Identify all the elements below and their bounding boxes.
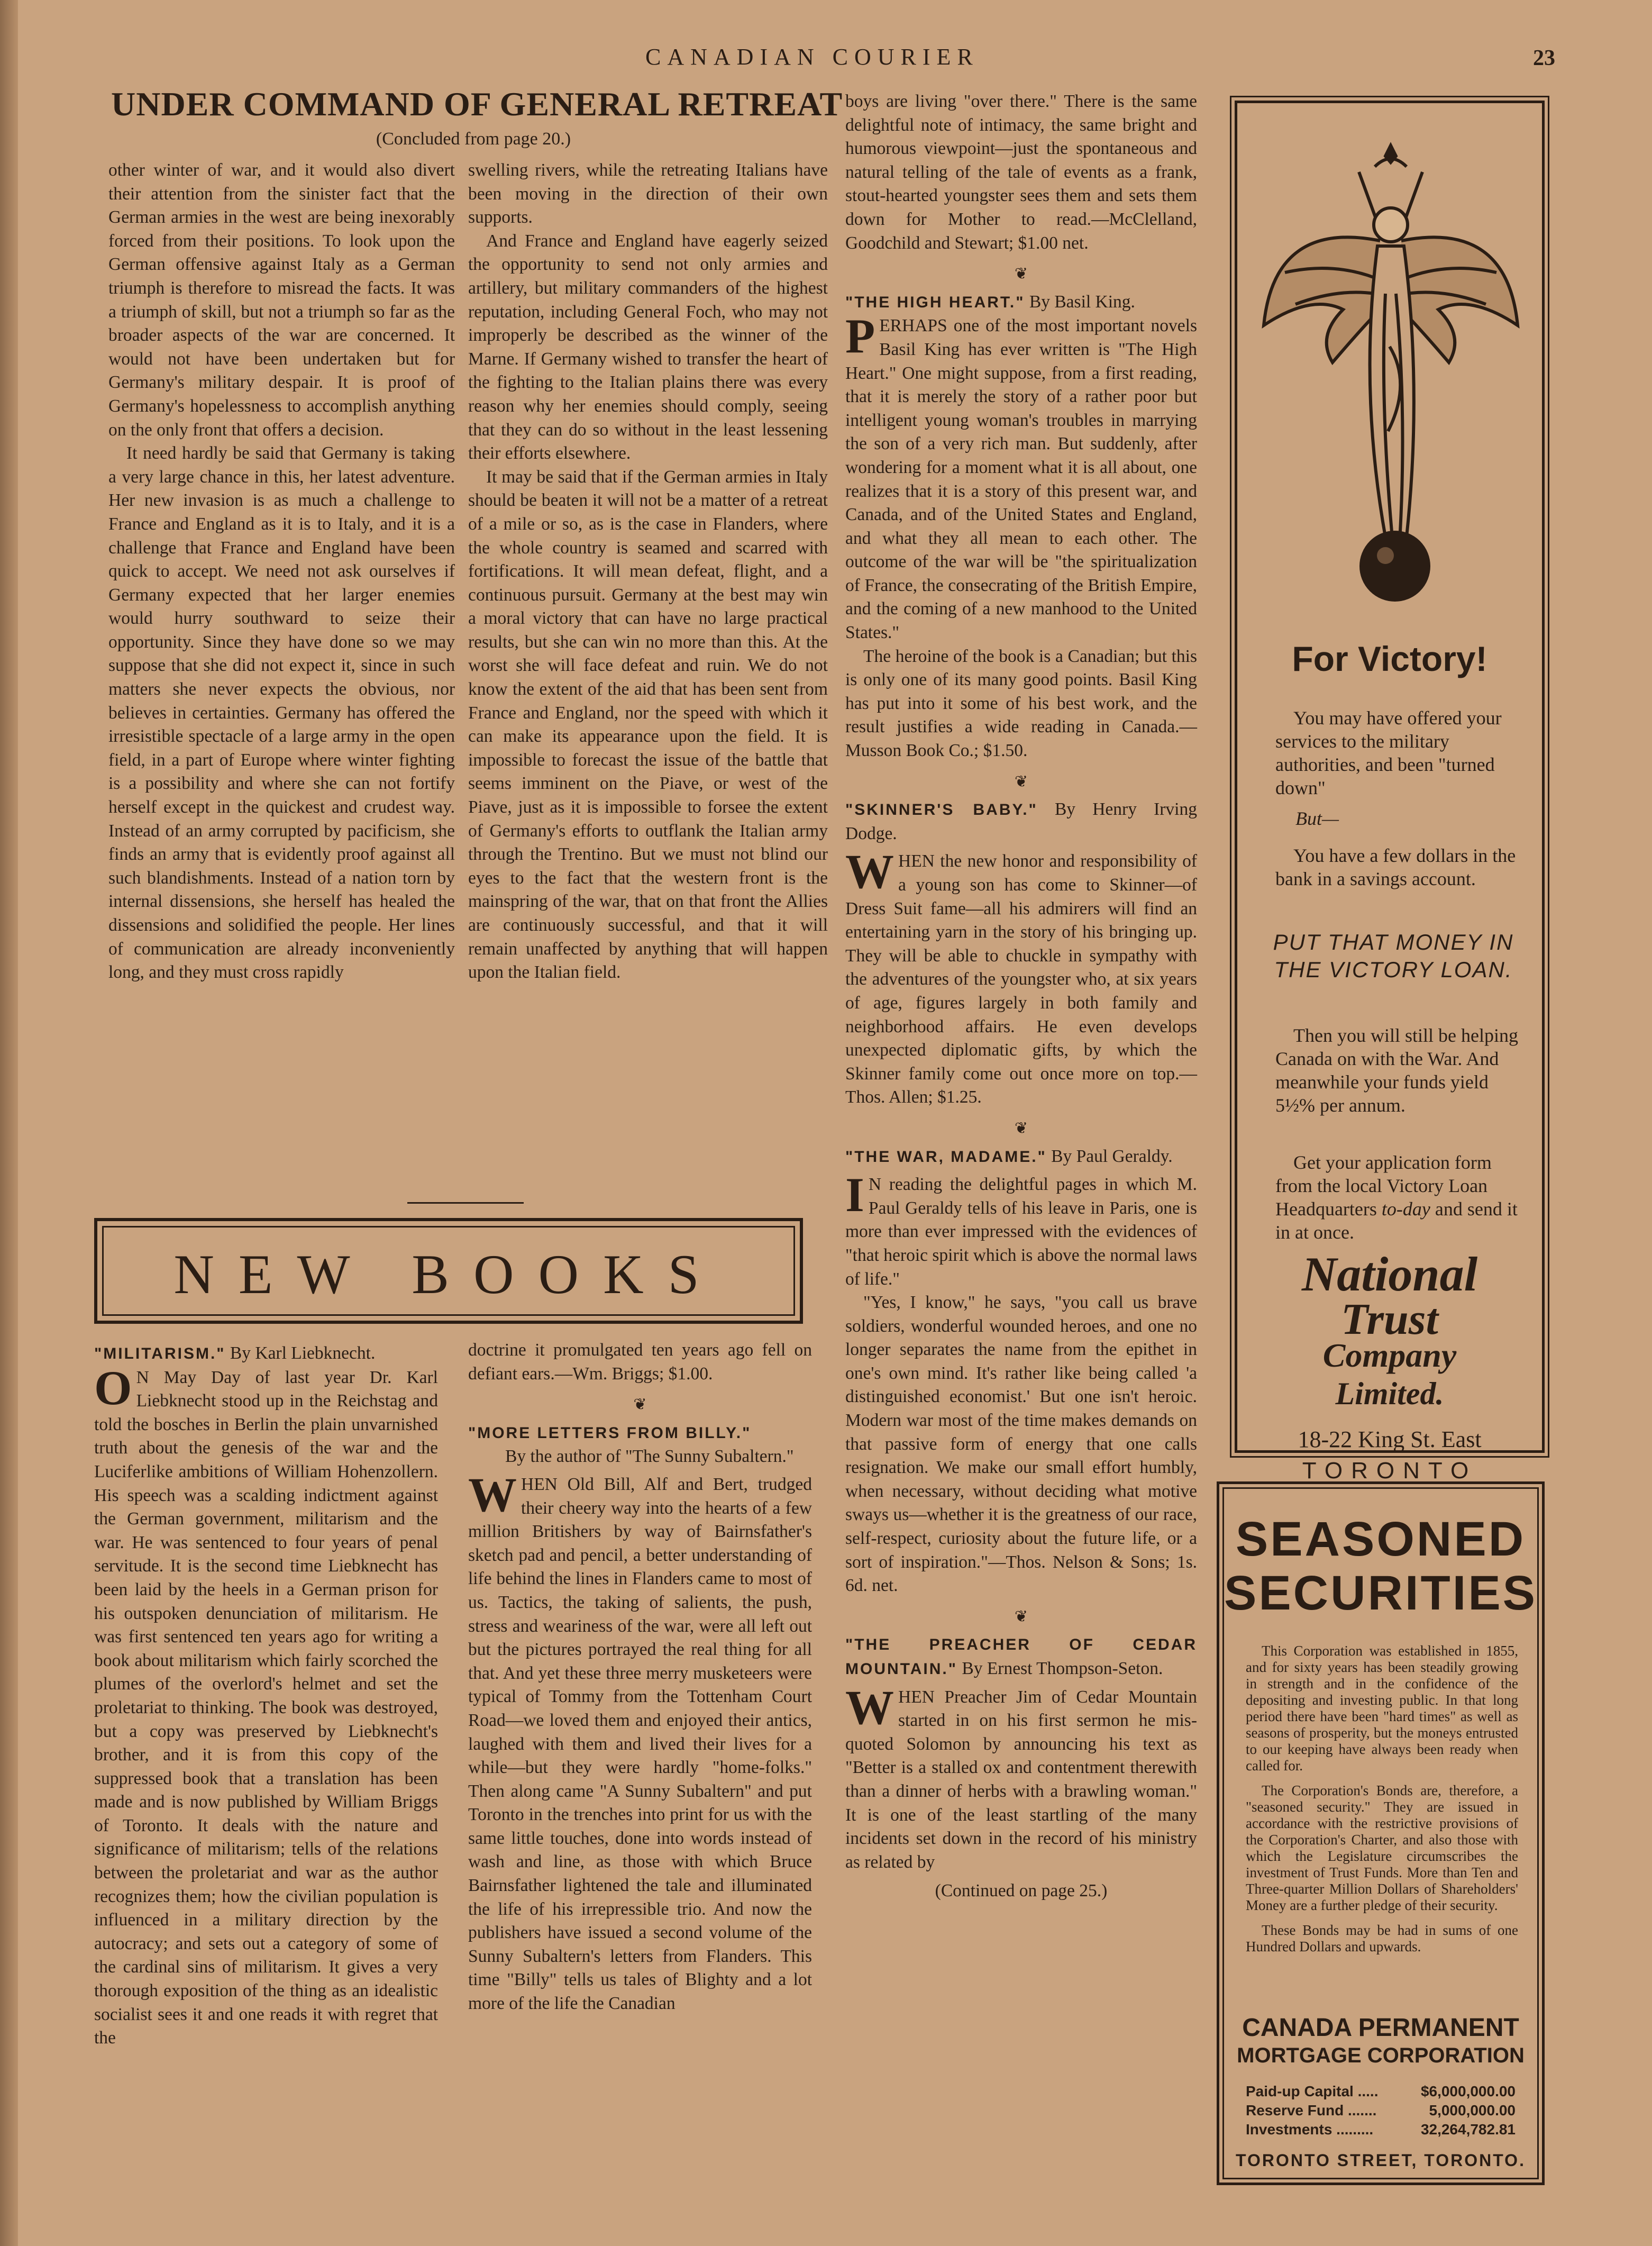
drop-cap: O <box>94 1360 132 1415</box>
article-column-1 <box>108 159 455 985</box>
book-review-high-heart-2: The heroine of the book is a Canadian; but this is only one of its many good points. Basil King has put into it some of his best work, and the result justifies a wide reading in Canada.—Musson Book Co.; $1.50. <box>845 646 1197 761</box>
article-paragraph: And France and England have eagerly seized the opportunity to send not only armies and artillery, but military commanders of the highest reputation, including General Foch, who may not improperly be described as the winner of the Marne. If Germany wished to transfer the heart of the fighting to the Italian plains there was every reason why her enemies should comply, seeing that they can do so without in the least lessening their efforts elsewhere. <box>468 231 828 463</box>
article-paragraph: It may be said that if the German armies in Italy should be beaten it will not be a matter of a retreat of a mile or so, as is the case in Flanders, where the whole country is seamed and scarred with fortifications. It will mean defeat, flight, and a continuous pursuit. Germany at the best may win a moral victory that can have no large practical results, but she can win no more than this. At the worst she will face defeat and ruin. We do not know the extent of the aid that has been sent from France and England, nor the speed with which it can make its appearance upon the field. It is impossible to forecast the issue of the battle that seems imminent on the Piave, or west of the Piave, just as it is impossible to forsee the extent of Germany's efforts to outflank the Italian army through the Trentino. But we must not blind our eyes to the fact that the western front is the mainspring of the war, that on that front the Allies are continuously successful, and that it will remain unaffected by anything that will happen upon the Italian field. <box>468 467 828 983</box>
securities-title-1: SEASONED <box>1235 1512 1526 1566</box>
book-review-madame-2: "Yes, I know," he says, "you call us brave soldiers, wonderful wounded heroes, and one no longer separates the name from the epithet in one's own mind. It's rather like being called 'a distinguished economist.' But one isn't heroic. Modern war most of the time makes demands on that passive form of energy that one calls resignation. We make our small effort humbly, when necessary, without deciding what motive sways us—whether it is the greatness of our race, self-respect, curiosity about the future life, or a sort of inspiration."—Thos. Nelson & Sons; 1s. 6d. net. <box>845 1293 1197 1596</box>
financial-row: Paid-up Capital ..... $6,000,000.00 <box>1246 2083 1516 2099</box>
article-paragraph: other winter of war, and it would also divert their attention from the sinister fact that the German armies in the west are being inexorably forced from their positions. To look upon the German offensive against Italy as a German triumph is therefore to misread the facts. It was a triumph of skill, but not a triumph so far as the broader aspects of the war are concerned. It would not have been undertaken but for Germany's military despair. It is proof of Germany's hopelessness to accomplish anything on the only front that offers a decision. <box>108 160 455 440</box>
company-city: TORONTO <box>1302 1458 1477 1484</box>
new-books-heading: NEW BOOKS <box>174 1243 724 1305</box>
book-review-preacher: WHEN Preacher Jim of Cedar Mountain started in on his first sermon he mis-quoted Solomon by announcing his text as "Better is a stalled ox and contentment therewith than a dinner of herbs with a brawling woman." It is one of the least startling of the many incidents set down in the record of his ministry as related by <box>845 1680 1197 1872</box>
ornament-icon: ❦ <box>633 1396 647 1414</box>
book-title-billy: "MORE LETTERS FROM BILLY." By the author of "The Sunny Subaltern." <box>468 1424 794 1467</box>
company-name-1: CANADA PERMANENT <box>1242 2014 1519 2042</box>
victory-text-4: Get your application form from the local Victory Loan Headquarters to-day and send it in at once. <box>1275 1152 1518 1243</box>
financial-row: Investments ......... 32,264,782.81 <box>1246 2121 1516 2138</box>
article-paragraph: It need hardly be said that Germany is taking a very large chance in this, her latest adventure. Her new invasion is as much a challenge to France and England as it is to Italy, and it is a challenge that France and England have been quick to accept. We need not ask ourselves if Germany expected that her larger enemies would hurry southward to seize their opportunity. Since they have done so we may suppose that she did not expect it, since in such matters she never expects the obvious, nor believes in certainties. Germany has offered the irresistible spectacle of a large army in the open field, in a part of Europe where winter fighting is a possibility and where she can not fortify herself except in the quickest and crudest way. Instead of an army corrupted by pacificism, she finds an army that is evidently proof against all such blandishments. Instead of a nation torn by internal dissensions, she herself has healed the dissensions and solidified the people. Her lines of communication are already inconveniently long, and they must cross rapidly <box>108 443 455 983</box>
ornament-icon: ❦ <box>1014 1607 1028 1625</box>
financial-row: Reserve Fund ....... 5,000,000.00 <box>1246 2102 1516 2118</box>
continued-note: (Continued on page 25.) <box>935 1881 1108 1901</box>
page-number: 23 <box>1533 46 1555 70</box>
books-column-3 <box>845 90 1197 1903</box>
securities-text: This Corporation was established in 1855, and for sixty years has been steadily growing in strength and in the confidence of the depositing and investing public. In that long period there have been "hard times" as well as seasons of prosperity, but the moneys entrusted to our keeping have always been ready when called for. The Corporation's Bonds are, therefore, a "seasoned security." They are issued in accordance with the restrictive provisions of the Corporation's Charter, and also those with which the Legislature circumscribes the investment of Trust Funds. More than Ten and Three-quarter Million Dollars of Shareholders' Money are a further pledge of their security. These Bonds may be had in sums of one Hundred Dollars and upwards. <box>1246 1643 1518 1954</box>
books-column-2 <box>468 1339 812 2016</box>
national-trust-logo-logo3: Company <box>1322 1336 1457 1374</box>
national-trust-logo-line2: Trust <box>1341 1295 1438 1344</box>
books-column-1 <box>94 1339 438 2050</box>
victory-pitch: PUT THAT MONEY IN THE VICTORY LOAN. <box>1273 930 1514 982</box>
drop-cap: W <box>468 1467 517 1522</box>
book-title-madame: "THE WAR, MADAME." By Paul Geraldy. <box>845 1146 1173 1166</box>
book-title-high-heart: "THE HIGH HEART." By Basil King. <box>845 292 1135 312</box>
company-street: TORONTO STREET, TORONTO. <box>1236 2151 1526 2170</box>
concluded-note: (Concluded from page 20.) <box>376 129 571 149</box>
drop-cap: W <box>845 1680 894 1734</box>
ornament-icon: ❦ <box>1014 265 1028 283</box>
drop-cap: P <box>845 309 875 363</box>
company-name-2: MORTGAGE CORPORATION <box>1237 2044 1525 2067</box>
ornament-icon: ❦ <box>1014 772 1028 790</box>
book-review-billy-cont: boys are living "over there." There is the same delightful note of intimacy, the same bright and humorous viewpoint—just the spontaneous and natural telling of the tale of events as a frank, stout-hearted youngster sees them and sets them down for Mother to read.—McClelland, Goodchild and Stewart; $1.00 net. <box>845 92 1197 253</box>
drop-cap: I <box>845 1168 864 1222</box>
company-address: 18-22 King St. East <box>1298 1426 1482 1452</box>
victory-text-3: Then you will still be helping Canada on with the War. And meanwhile your funds yield 5½% per annum. <box>1275 1025 1518 1116</box>
victory-heading: For Victory! <box>1292 639 1487 678</box>
book-title-preacher: "THE PREACHER OF CEDAR MOUNTAIN." By Ernest Thompson-Seton. <box>845 1636 1197 1678</box>
victory-text-2: You have a few dollars in the bank in a savings account. <box>1275 845 1516 889</box>
book-review-billy: WHEN Old Bill, Alf and Bert, trudged their cheery way into the hearts of a few million Britishers by way of Bairnsfather's sketch pad and pencil, a better understanding of life behind the lines in Flanders came to most of us. Tactics, the taking of salients, the push, stress and weariness of the war, were all left out but the pictures portrayed the real thing for all that. And yet these three merry musketeers were typical of Tommy from the Tottenham Court Road—we loved them and enjoyed their antics, laughed with them and lived their lives for a while—but they were hardly "home-folks." Then along came "A Sunny Subaltern" and put Toronto in the trenches into print for us with the same little touches, done into words instead of wash and line, as those with which Bruce Bairnsfather lightened the tale and illuminated the life of his irrepressible trio. And now the publishers have issued a second volume of the Sunny Subaltern's letters from Flanders. This time "Billy" tells us tales of Blighty and a lot more of the life the Canadian <box>468 1467 812 2014</box>
book-review-skinner: WHEN the new honor and responsibility of a young son has come to Skinner—of Dress Suit fame—all his admirers will find an entertaining yarn in the story of his bringing up. They will be able to chuckle in sympathy with the adventures of the youngster who, at six years of age, figures largely in both family and neighborhood affairs. He even develops unexpected diplomatic gifts, by which the Skinner family come out once more on top.—Thos. Allen; $1.25. <box>845 844 1197 1107</box>
book-review-militarism: O N May Day of last year Dr. Karl Liebknecht stood up in the Reichstag and told the bosches in Berlin the plain unvarnished truth about the genesis of the war and the Luciferlike ambitions of William Hohenzollern. His speech was a scalding indictment against the German government, militarism and the war. He was sentenced to four years of penal servitude. It is the second time Liebknecht has been laid by the heels in a German prison for his outspoken denunciation of militarism. He was first sentenced ten years ago for writing a book about militarism which fairly scorched the plumes of the overlord's helmet and set the proletariat to thinking. The book was destroyed, but a copy was preserved by Liebknecht's brother, and it is from this copy of the suppressed book that a translation has been made and is now published by William Briggs of Toronto. It deals with the nature and significance of militarism; tells of the relations between the proletariat and war as the author recognizes them; how the civilian population is influenced in a military direction by the autocracy; and sets out a category of some of the cardinal sins of militarism. It gives a very thorough exposition of the thing as an idealistic socialist sees it and one reads it with regret that the <box>94 1360 438 2048</box>
ornament-icon: ❦ <box>1014 1119 1028 1137</box>
victory-text-1: You may have offered your services to the military authorities, and been "turned down" <box>1275 707 1502 798</box>
winged-victory-illustration <box>1253 135 1528 611</box>
national-trust-logo-logo4: Limited. <box>1335 1376 1444 1411</box>
financial-summary <box>1246 2082 1516 2139</box>
divider-rule <box>407 1202 524 1204</box>
victory-but: But— <box>1295 808 1339 829</box>
article-headline: UNDER COMMAND OF GENERAL RETREAT <box>111 85 843 123</box>
article-column-2 <box>468 159 828 985</box>
book-review-militarism-cont: doctrine it promulgated ten years ago fell on defiant ears.—Wm. Briggs; $1.00. <box>468 1340 812 1384</box>
seasoned-securities-ad <box>1217 1481 1545 2185</box>
drop-cap: W <box>845 844 894 899</box>
book-review-madame: I N reading the delightful pages in which M. Paul Geraldy tells of his leave in Paris, one is more than ever impressed with the evidences of "that heroic spirit which is above the normal laws of life." <box>845 1168 1197 1289</box>
article-paragraph: swelling rivers, while the retreating Italians have been moving in the direction of their own supports. <box>468 160 828 228</box>
book-title-skinner: "SKINNER'S BABY." By Henry Irving Dodge. <box>845 799 1197 843</box>
page-edge <box>0 0 18 2246</box>
running-title: CANADIAN COURIER <box>645 44 979 70</box>
victory-loan-ad <box>1235 101 1545 1484</box>
securities-title-2: SECURITIES <box>1224 1566 1538 1620</box>
book-review-high-heart: PERHAPS one of the most important novels Basil King has ever written is "The High Heart." One might suppose, from a first reading, that it is merely the story of a rather poor but intelligent young woman's troubles in marrying the son of a very rich man. But suddenly, after wondering for a moment what it is all about, one realizes that it is a story of this present war, and Canada, and of the United States and England, and what they all mean to each other. The outcome of the war will be "the spiritualization of France, the consecrating of the British Empire, and the coming of a new manhood to the United States." <box>845 309 1197 643</box>
new-books-banner <box>94 1218 803 1324</box>
book-title-militarism: "MILITARISM." By Karl Liebknecht. <box>94 1343 376 1363</box>
national-trust-logo: National <box>1301 1247 1478 1301</box>
